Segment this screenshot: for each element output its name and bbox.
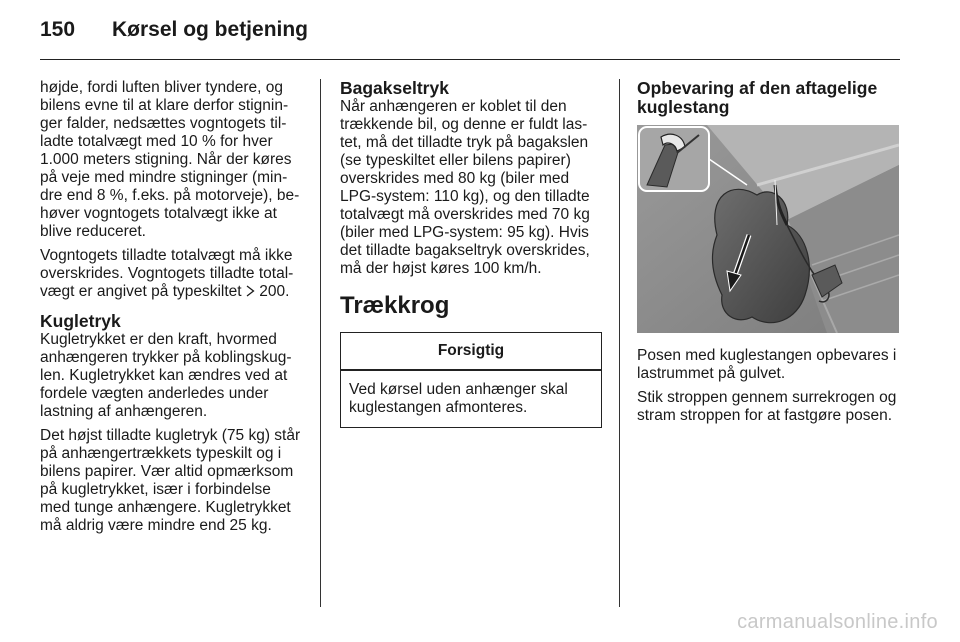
column-1 — [40, 79, 302, 541]
paragraph-storage-location: Posen med kuglestangen opbevares i lastrummet på gulvet. — [637, 347, 897, 382]
paragraph-bagakseltryk: Når anhængeren er koblet til den trækkende bil, og denne er fuldt las-tet, må det tilladte tryk på bagakslen (se typeskiltet eller bilens papirer) overskrides med 80 kg (biler med LPG-system: 110 kg), og den tilladte totalvægt må overskrides med 70 kg (biler med LPG-system: 95 kg). Hvis det tilladte bagakseltryk overskrides, må der højst køres 100 km/h. — [340, 98, 590, 277]
page-number: 150 — [40, 18, 76, 41]
caution-text: Ved kørsel uden anhænger skal kuglestangen afmonteres. — [349, 380, 568, 416]
page-reference-icon[interactable] — [246, 284, 255, 302]
paragraph-total-weight-text: Vogntogets tilladte totalvægt må ikke overskrides. Vogntogets tilladte total-vægt er angivet på typeskiltet — [40, 247, 294, 300]
paragraph-storage-strap: Stik stroppen gennem surrekrogen og stram stroppen for at fastgøre posen. — [637, 389, 897, 424]
section-title-traekkrog: Trækkrog — [340, 292, 450, 319]
watermark-text: carmanualsonline.info — [737, 611, 938, 633]
caution-title: Forsigtig — [437, 342, 505, 359]
column-divider-1 — [320, 79, 321, 607]
column-divider-2 — [619, 79, 620, 607]
paragraph-altitude: højde, fordi luften bliver tyndere, og bilens evne til at klare derfor stignin-ger falder, nedsættes vogntogets til-ladte totalvægt med 10 % for hver 1.000 meters stigning. Når der køres på veje med mindre stigninger (min-dre end 8 %, f.eks. på motorveje), be-høver vogntogets totalvægt ikke at blive reduceret. — [40, 79, 300, 240]
column-3 — [637, 79, 901, 431]
heading-bagakseltryk: Bagakseltryk — [340, 78, 449, 98]
column-2 — [340, 79, 602, 428]
header-divider — [40, 59, 900, 60]
paragraph-kugletryk-definition: Kugletrykket er den kraft, hvormed anhængeren trykker på koblingskug-len. Kugletrykket kan ændres ved at fordele vægten anderledes under lastning af anhængeren. — [40, 331, 292, 420]
paragraph-kugletryk-limits: Det højst tilladte kugletryk (75 kg) står på anhængertrækkets typeskilt og i bilens papirer. Vær altid opmærksom på kugletrykket, især i forbindelse med tunge anhængere. Kugletrykket må aldrig være mindre end 25 kg. — [40, 427, 301, 534]
heading-kugletryk: Kugletryk — [40, 311, 121, 331]
heading-storage: Opbevaring af den aftagelige kuglestang — [637, 78, 878, 117]
paragraph-total-weight — [40, 247, 302, 302]
chapter-title: Kørsel og betjening — [112, 18, 309, 41]
page-reference-link[interactable]: 200. — [259, 283, 290, 300]
storage-bag-illustration — [637, 125, 899, 333]
caution-box — [340, 332, 602, 428]
